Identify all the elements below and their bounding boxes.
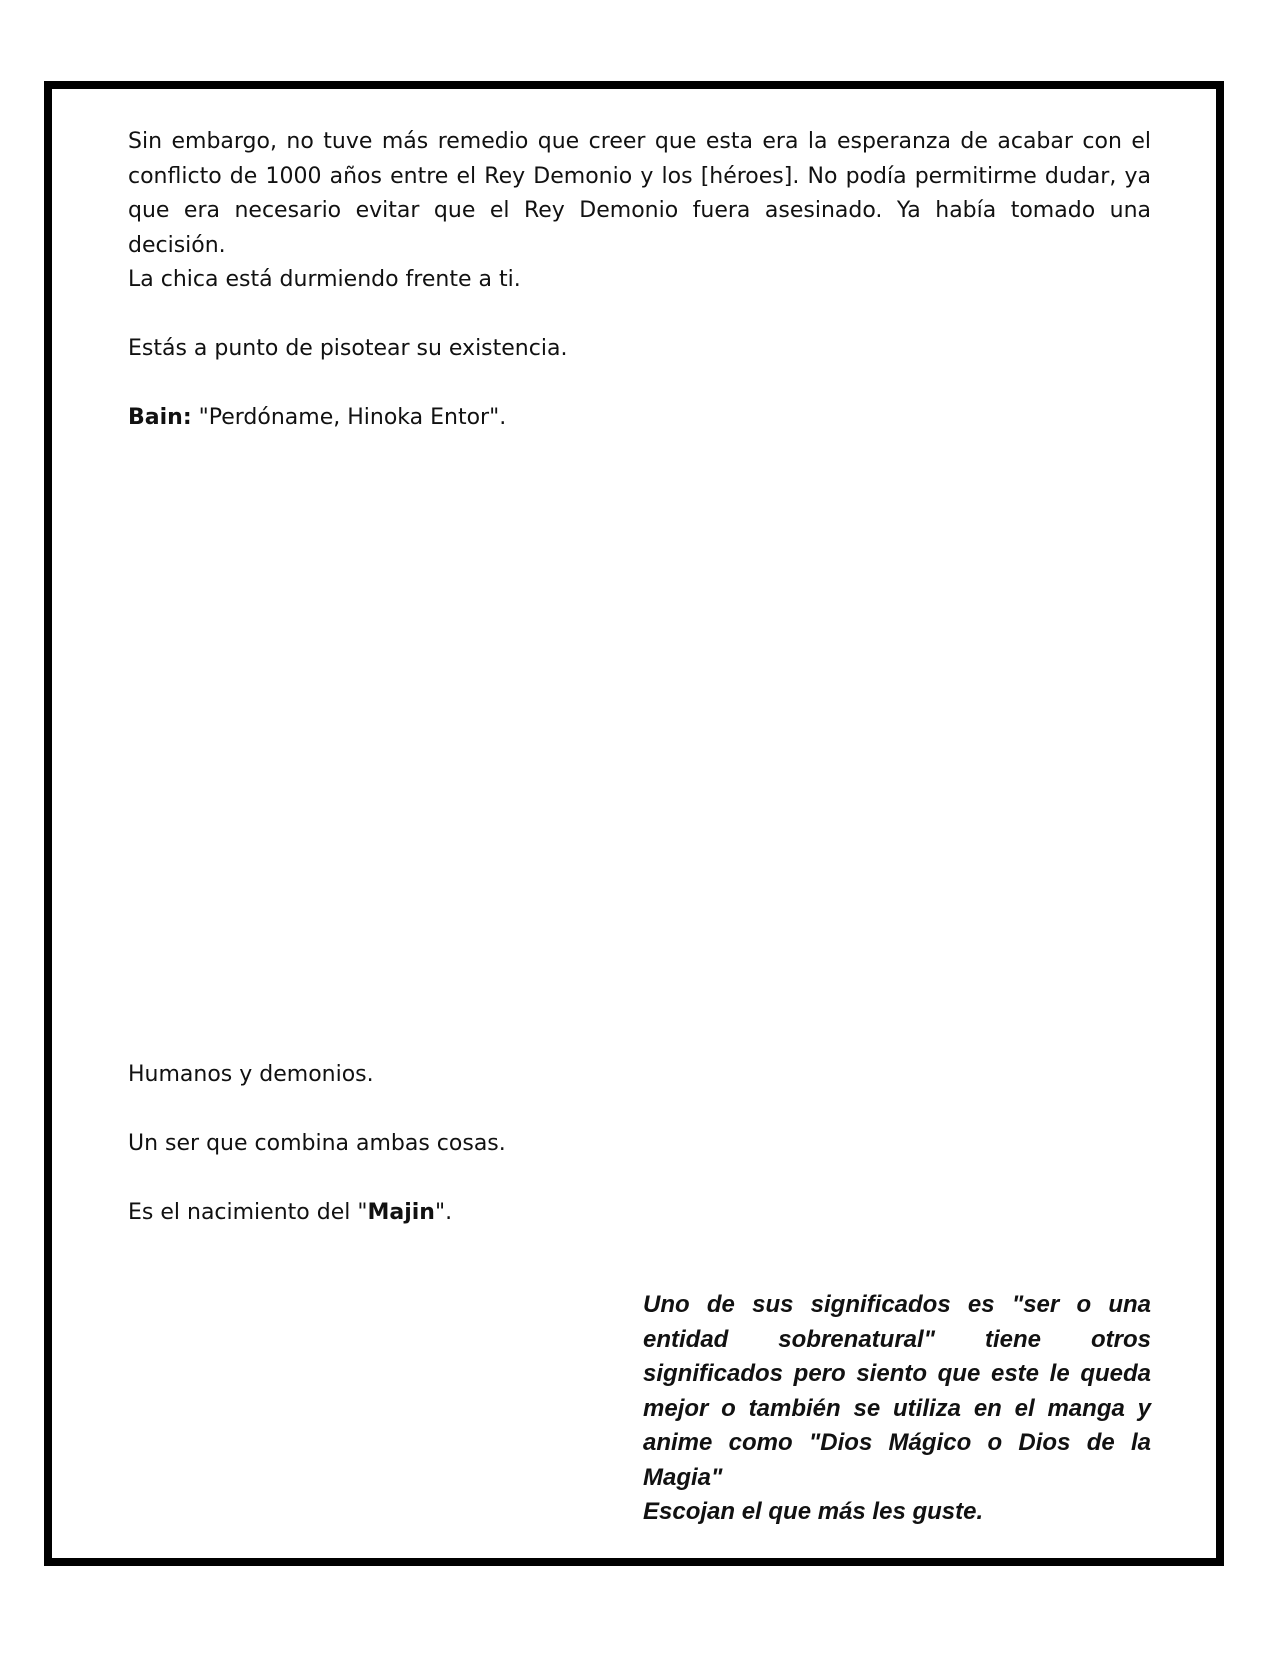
paragraph-conflict: Sin embargo, no tuve más remedio que creer que esta era la esperanza de acabar con el conflicto de 1000 años entre el Rey Demonio y los [héroes]. No podía permitirme dudar, ya que era necesario evitar que el Rey Demonio fuera asesinado. Ya había tomado una decisión. <box>128 129 1151 258</box>
paragraph-girl-sleeping: La chica está durmiendo frente a ti. <box>128 267 521 292</box>
paragraph-majin-birth <box>128 1196 1151 1231</box>
paragraph-dialogue <box>128 401 1151 436</box>
majin-after: ". <box>434 1200 453 1225</box>
dialogue-quote: "Perdóname, Hinoka Entor". <box>191 405 507 430</box>
translator-note <box>643 1288 1151 1530</box>
majin-before: Es el nacimiento del " <box>128 1200 368 1225</box>
paragraph-humans-demons: Humanos y demonios. <box>128 1062 374 1087</box>
paragraph-combination: Un ser que combina ambas cosas. <box>128 1131 506 1156</box>
paragraph-existence: Estás a punto de pisotear su existencia. <box>128 336 568 361</box>
translator-note-body: Uno de sus significados es "ser o una entidad sobrenatural" tiene otros significados pero siento que este le queda mejor o también se utiliza en el manga y anime como "Dios Mágico o Dios de la Magia" <box>643 1291 1151 1491</box>
majin-term: Majin <box>367 1200 435 1225</box>
translator-note-closing: Escojan el que más les guste. <box>643 1498 984 1525</box>
speaker-name: Bain: <box>128 405 192 430</box>
